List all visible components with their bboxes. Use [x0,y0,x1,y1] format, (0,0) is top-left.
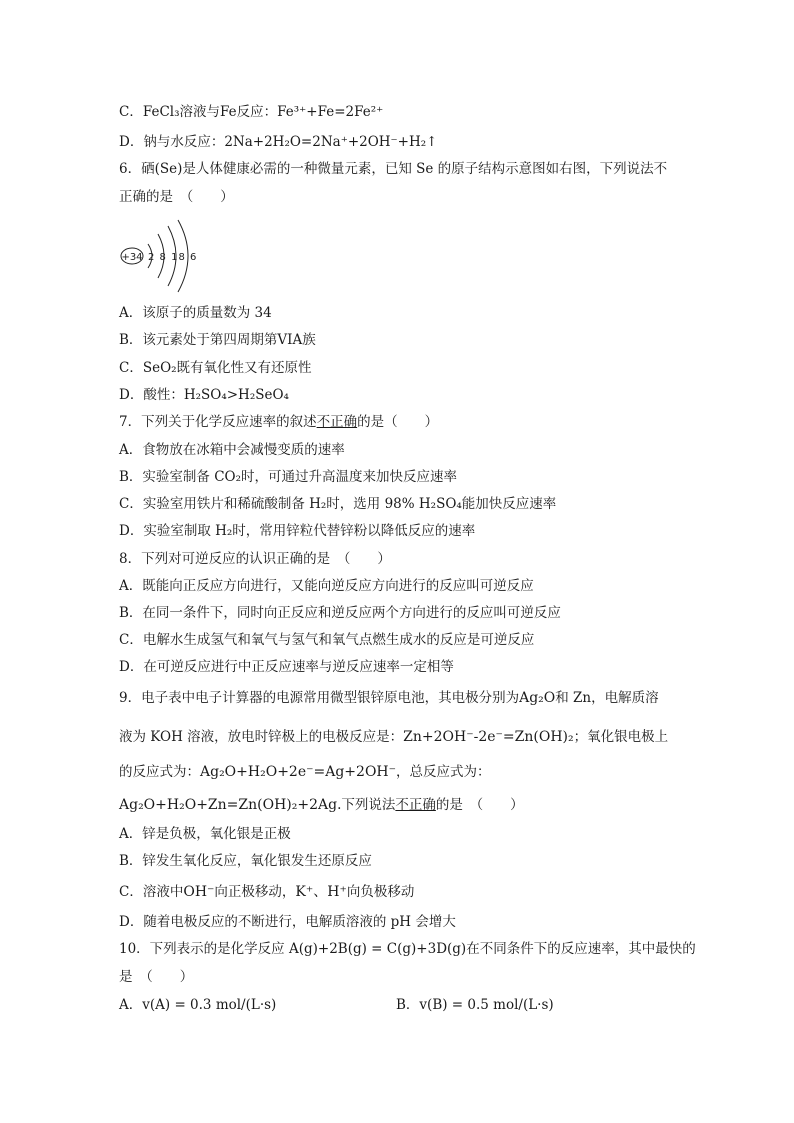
q10-option-a: A．v(A) = 0.3 mol/(L·s) [119,997,277,1013]
q9-stem-line-2: 液为 KOH 溶液，放电时锌极上的电极反应是：Zn+2OH⁻-2e⁻=Zn(OH)₂；氧化银电极上 [119,729,669,745]
q9-stem-line-1: 9．电子表中电子计算器的电源常用微型银锌原电池，其电极分别为Ag₂O和 Zn，电解质溶 [119,690,659,706]
q8-stem: 8．下列对可逆反应的认识正确的是 （ ） [119,551,391,567]
q10-stem-line-2: 是 （ ） [119,969,194,985]
electron-shells: 2 8 18 6 [148,252,198,263]
q9-stem-line-4: Ag₂O+H₂O+Zn=Zn(OH)₂+2Ag.下列说法不正确的是 （ ） [119,797,524,813]
q8-option-c: C．电解水生成氢气和氧气与氢气和氧气点燃生成水的反应是可逆反应 [119,632,535,648]
q10-stem-line-1: 10．下列表示的是化学反应 A(g)+2B(g) = C(g)+3D(g)在不同条件下的反应速率，其中最快的 [119,941,696,957]
q6-stem-line-2: 正确的是 （ ） [119,189,234,205]
q7-stem: 7．下列关于化学反应速率的叙述不正确的是（ ） [119,414,439,430]
q7-option-c: C．实验室用铁片和稀硫酸制备 H₂时，选用 98% H₂SO₄能加快反应速率 [119,496,557,512]
q10-option-b: B．v(B) = 0.5 mol/(L·s) [396,997,554,1013]
q5-option-d: D．钠与水反应：2Na+2H₂O=2Na⁺+2OH⁻+H₂↑ [119,134,438,150]
q7-option-d: D．实验室制取 H₂时，常用锌粒代替锌粉以降低反应的速率 [119,523,476,539]
q5-option-c: C．FeCl₃溶液与Fe反应：Fe³⁺+Fe=2Fe²⁺ [119,104,384,120]
q8-option-b: B．在同一条件下，同时向正反应和逆反应两个方向进行的反应叫可逆反应 [119,605,561,621]
q9-option-a: A．锌是负极，氧化银是正极 [119,826,291,842]
atom-structure-diagram [118,216,218,300]
q6-option-b: B．该元素处于第四周期第VIA族 [119,332,316,348]
q6-option-c: C．SeO₂既有氧化性又有还原性 [119,360,312,376]
q6-stem-line-1: 6．硒(Se)是人体健康必需的一种微量元素，已知 Se 的原子结构示意图如右图，下列说法不 [119,161,668,177]
q6-option-d: D．酸性：H₂SO₄>H₂SeO₄ [119,387,289,403]
q9-stem-line-3: 的反应式为：Ag₂O+H₂O+2e⁻=Ag+2OH⁻，总反应式为： [119,764,491,780]
q8-option-d: D．在可逆反应进行中正反应速率与逆反应速率一定相等 [119,659,454,675]
q7-option-a: A．食物放在冰箱中会减慢变质的速率 [119,442,345,458]
nucleus-charge: +34 [121,252,143,263]
q7-option-b: B．实验室制备 CO₂时，可通过升高温度来加快反应速率 [119,469,458,485]
q9-option-c: C．溶液中OH⁻向正极移动，K⁺、H⁺向负极移动 [119,884,415,900]
q6-option-a: A．该原子的质量数为 34 [119,305,272,321]
q9-option-b: B．锌发生氧化反应，氧化银发生还原反应 [119,853,372,869]
q9-option-d: D．随着电极反应的不断进行，电解质溶液的 pH 会增大 [119,914,456,930]
q8-option-a: A．既能向正反应方向进行，又能向逆反应方向进行的反应叫可逆反应 [119,578,534,594]
